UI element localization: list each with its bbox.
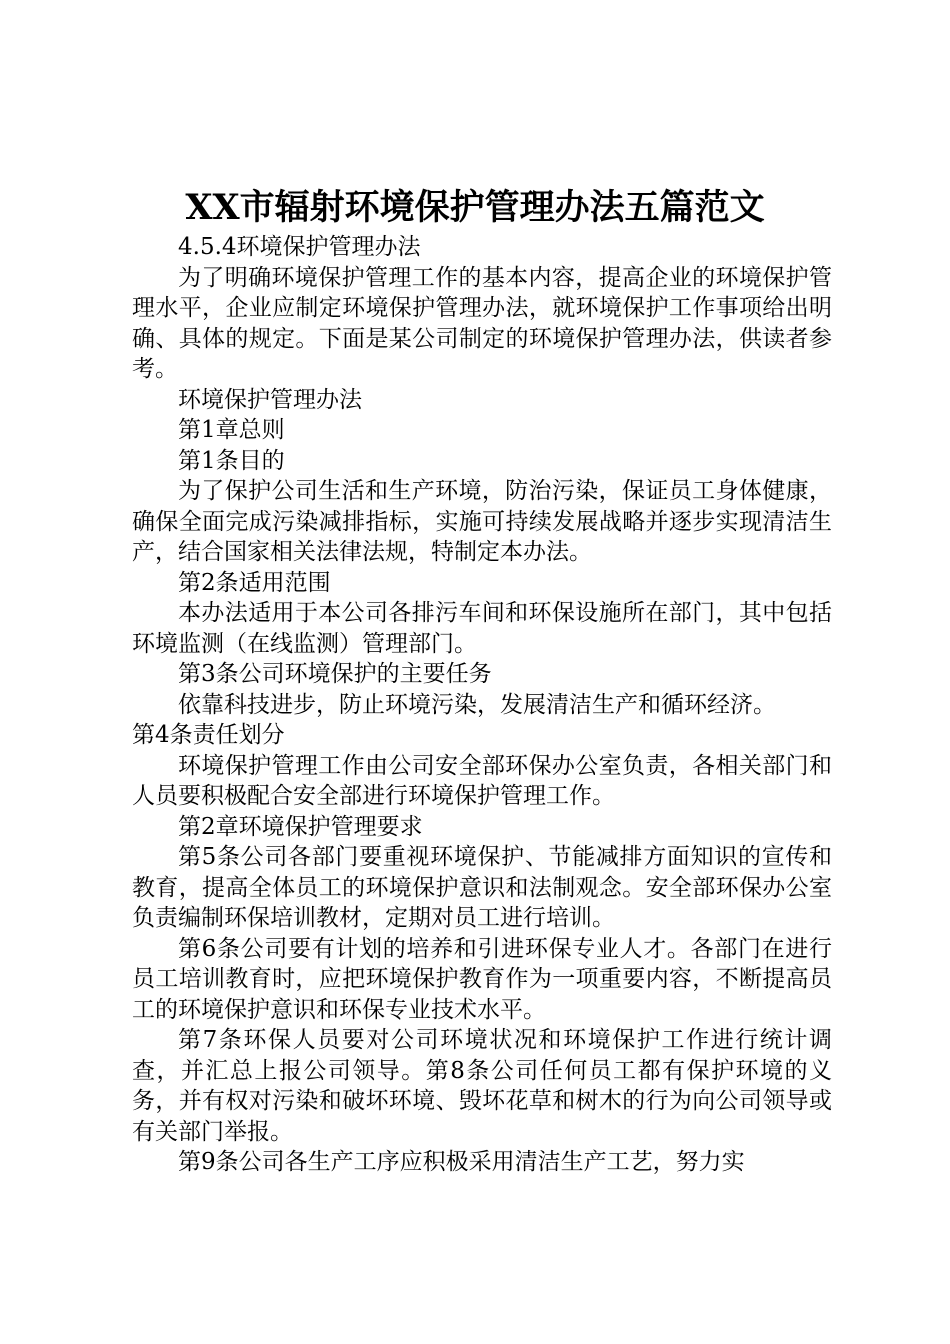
article-1-paragraph: 为了保护公司生活和生产环境，防治污染，保证员工身体健康，确保全面完成污染减排指标，实施可持续发展战略并逐步实现清洁生产，结合国家相关法律法规，特制定本办法。 xyxy=(132,478,832,565)
article-4-heading: 第4条责任划分 xyxy=(132,722,285,748)
article-2-heading: 第2条适用范围 xyxy=(178,569,331,596)
article-1-heading: 第1条目的 xyxy=(178,447,285,474)
document-body xyxy=(132,232,832,1178)
article-7-8-paragraph: 第7条环保人员要对公司环境状况和环境保护工作进行统计调查，并汇总上报公司领导。第8条公司任何员工都有保护环境的义务，并有权对污染和破坏环境、毁坏花草和树木的行为向公司领导或有关部门举报。 xyxy=(132,1027,832,1145)
article-4-paragraph: 环境保护管理工作由公司安全部环保办公室负责，各相关部门和人员要积极配合安全部进行环境保护管理工作。 xyxy=(132,752,832,809)
article-3-heading: 第3条公司环境保护的主要任务 xyxy=(178,661,492,687)
document-title: XX市辐射环境保护管理办法五篇范文 xyxy=(185,187,765,228)
intro-paragraph: 为了明确环境保护管理工作的基本内容，提高企业的环境保护管理水平，企业应制定环境保护管理办法，就环境保护工作事项给出明确、具体的规定。下面是某公司制定的环境保护管理办法，供读者参考。 xyxy=(132,264,832,382)
article-6-paragraph: 第6条公司要有计划的培养和引进环保专业人才。各部门在进行员工培训教育时，应把环境保护教育作为一项重要内容，不断提高员工的环境保护意识和环保专业技术水平。 xyxy=(132,935,832,1023)
article-3-paragraph: 依靠科技进步，防止环境污染，发展清洁生产和循环经济。 xyxy=(178,691,776,718)
article-2-paragraph: 本办法适用于本公司各排污车间和环保设施所在部门，其中包括环境监测（在线监测）管理部门。 xyxy=(132,600,832,657)
chapter-2-heading: 第2章环境保护管理要求 xyxy=(178,813,423,840)
chapter-1-heading: 第1章总则 xyxy=(178,417,285,443)
section-number-heading: 4.5.4环境保护管理办法 xyxy=(178,234,421,260)
measures-heading: 环境保护管理办法 xyxy=(178,386,362,413)
article-9-paragraph: 第9条公司各生产工序应积极采用清洁生产工艺，努力实 xyxy=(178,1149,745,1175)
article-5-paragraph: 第5条公司各部门要重视环境保护、节能减排方面知识的宣传和教育，提高全体员工的环境保护意识和法制观念。安全部环保办公室负责编制环保培训教材，定期对员工进行培训。 xyxy=(132,844,832,931)
